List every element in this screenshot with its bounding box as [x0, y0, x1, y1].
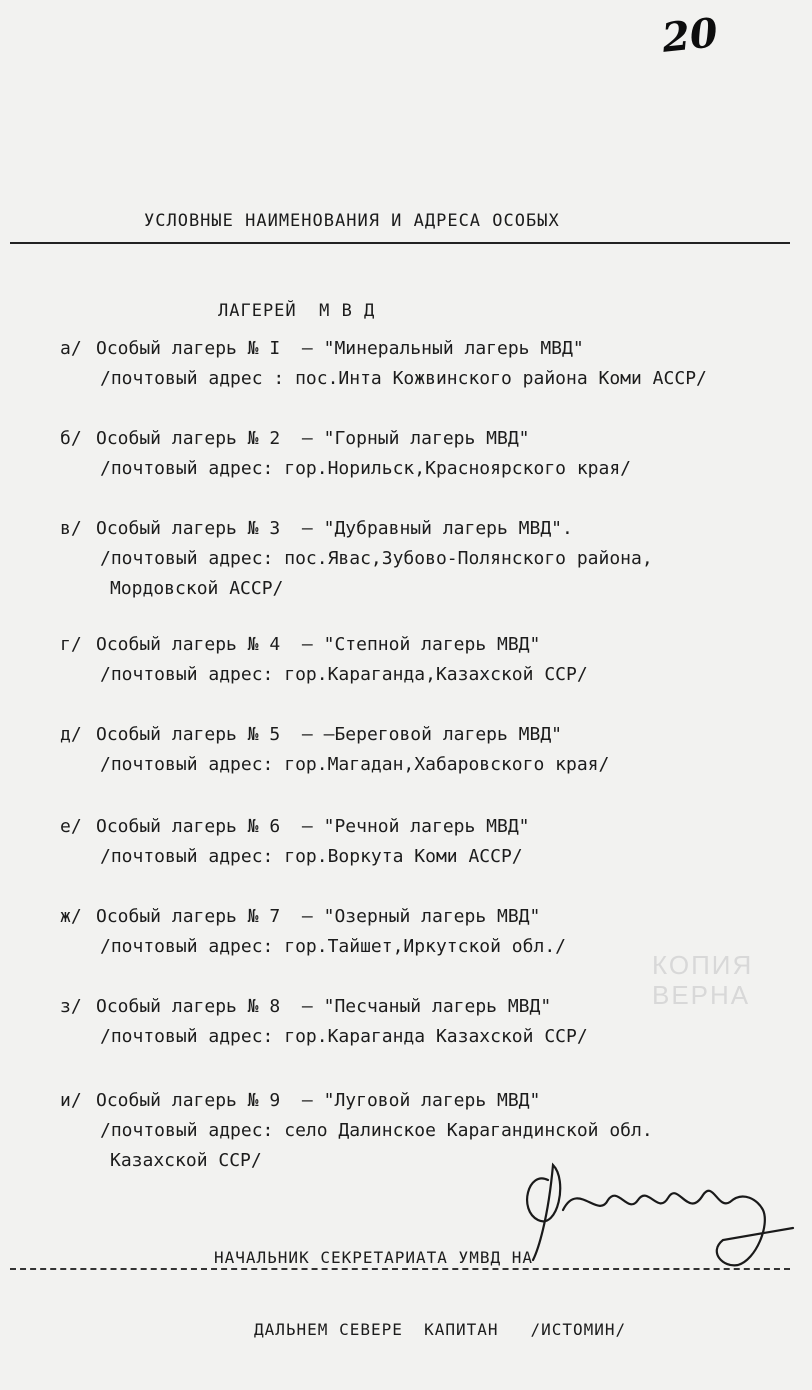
signature-title: ДАЛЬНЕМ СЕВЕРЕ КАПИТАН — [254, 1320, 499, 1339]
entry-letter: и/ — [60, 1090, 82, 1111]
camp-name: "Озерный лагерь МВД" — [323, 906, 541, 927]
entry-letter: в/ — [60, 518, 82, 539]
top-rule — [10, 242, 790, 244]
title-line-2: ЛАГЕРЕЙ М В Д — [218, 301, 376, 321]
signature-line-1: НАЧАЛЬНИК СЕКРЕТАРИАТА УМВД НА — [214, 1248, 533, 1267]
entry-dash: – — [301, 428, 313, 449]
entry-dash: – — [301, 906, 313, 927]
camp-number: Особый лагерь № 7 — [96, 906, 281, 927]
camp-entry — [60, 720, 800, 780]
camp-entry-heading — [60, 630, 800, 660]
camp-name: –Береговой лагерь МВД" — [323, 724, 563, 745]
entry-dash: – — [301, 338, 313, 359]
postal-address: /почтовый адрес: гор.Караганда Казахской ССР/ — [100, 1026, 588, 1047]
entry-letter: б/ — [60, 428, 82, 449]
postal-address: /почтовый адрес: пос.Явас,Зубово-Полянского района, — [100, 548, 653, 569]
page-number: 20 — [659, 9, 720, 62]
signatory-name: /ИСТОМИН/ — [530, 1320, 627, 1339]
handwritten-signature — [508, 1140, 798, 1280]
camp-entry — [60, 514, 800, 604]
camp-name: "Степной лагерь МВД" — [323, 634, 541, 655]
camp-name: "Луговой лагерь МВД" — [323, 1090, 541, 1111]
entry-letter: ж/ — [60, 906, 82, 927]
camp-entry-heading — [60, 334, 800, 364]
postal-address-continued: Мордовской АССР/ — [110, 578, 284, 599]
entry-letter: а/ — [60, 338, 82, 359]
camp-name: "Минеральный лагерь МВД" — [323, 338, 584, 359]
camp-number: Особый лагерь № 8 — [96, 996, 281, 1017]
entry-dash: – — [301, 996, 313, 1017]
faded-stamp: КОПИЯ ВЕРНА — [652, 950, 754, 1010]
camp-number: Особый лагерь № 5 — [96, 724, 281, 745]
entry-dash: – — [301, 1090, 313, 1111]
camp-number: Особый лагерь № 6 — [96, 816, 281, 837]
camp-name: "Речной лагерь МВД" — [323, 816, 530, 837]
postal-address: /почтовый адрес: гор.Караганда,Казахской ССР/ — [100, 664, 588, 685]
postal-address: /почтовый адрес: гор.Магадан,Хабаровского края/ — [100, 754, 610, 775]
camp-name: "Дубравный лагерь МВД". — [323, 518, 573, 539]
camp-entry — [60, 424, 800, 484]
camp-name: "Горный лагерь МВД" — [323, 428, 530, 449]
camp-number: Особый лагерь № 3 — [96, 518, 281, 539]
camp-entry-heading — [60, 424, 800, 454]
camp-entry-heading — [60, 1086, 800, 1116]
entry-letter: д/ — [60, 724, 82, 745]
camp-number: Особый лагерь № 4 — [96, 634, 281, 655]
postal-address-continued: Казахской ССР/ — [110, 1150, 262, 1171]
bottom-rule — [10, 1268, 790, 1270]
entry-letter: з/ — [60, 996, 82, 1017]
camp-entry-heading — [60, 514, 800, 544]
postal-address: /почтовый адрес: село Далинское Карагандинской обл. — [100, 1120, 653, 1141]
camp-entry-heading — [60, 812, 800, 842]
camp-entry — [60, 812, 800, 872]
signature-line-2 — [214, 1318, 626, 1342]
entry-dash: – — [301, 518, 313, 539]
entry-dash: – — [301, 634, 313, 655]
camp-entry-heading — [60, 902, 800, 932]
camp-number: Особый лагерь № 2 — [96, 428, 281, 449]
entry-letter: е/ — [60, 816, 82, 837]
postal-address: /почтовый адрес: гор.Воркута Коми АССР/ — [100, 846, 523, 867]
entry-dash: – — [301, 816, 313, 837]
camp-number: Особый лагерь № 9 — [96, 1090, 281, 1111]
title-line-1: УСЛОВНЫЕ НАИМЕНОВАНИЯ И АДРЕСА ОСОБЫХ — [144, 211, 560, 231]
camp-number: Особый лагерь № I — [96, 338, 281, 359]
postal-address: /почтовый адрес: гор.Тайшет,Иркутской обл./ — [100, 936, 566, 957]
camp-entry — [60, 630, 800, 690]
camp-entry — [60, 334, 800, 394]
camp-name: "Песчаный лагерь МВД" — [323, 996, 552, 1017]
entry-letter: г/ — [60, 634, 82, 655]
postal-address: /почтовый адрес : пос.Инта Кожвинского района Коми АССР/ — [100, 368, 707, 389]
entry-dash: – — [301, 724, 313, 745]
postal-address: /почтовый адрес: гор.Норильск,Красноярского края/ — [100, 458, 632, 479]
camp-entry-heading — [60, 720, 800, 750]
